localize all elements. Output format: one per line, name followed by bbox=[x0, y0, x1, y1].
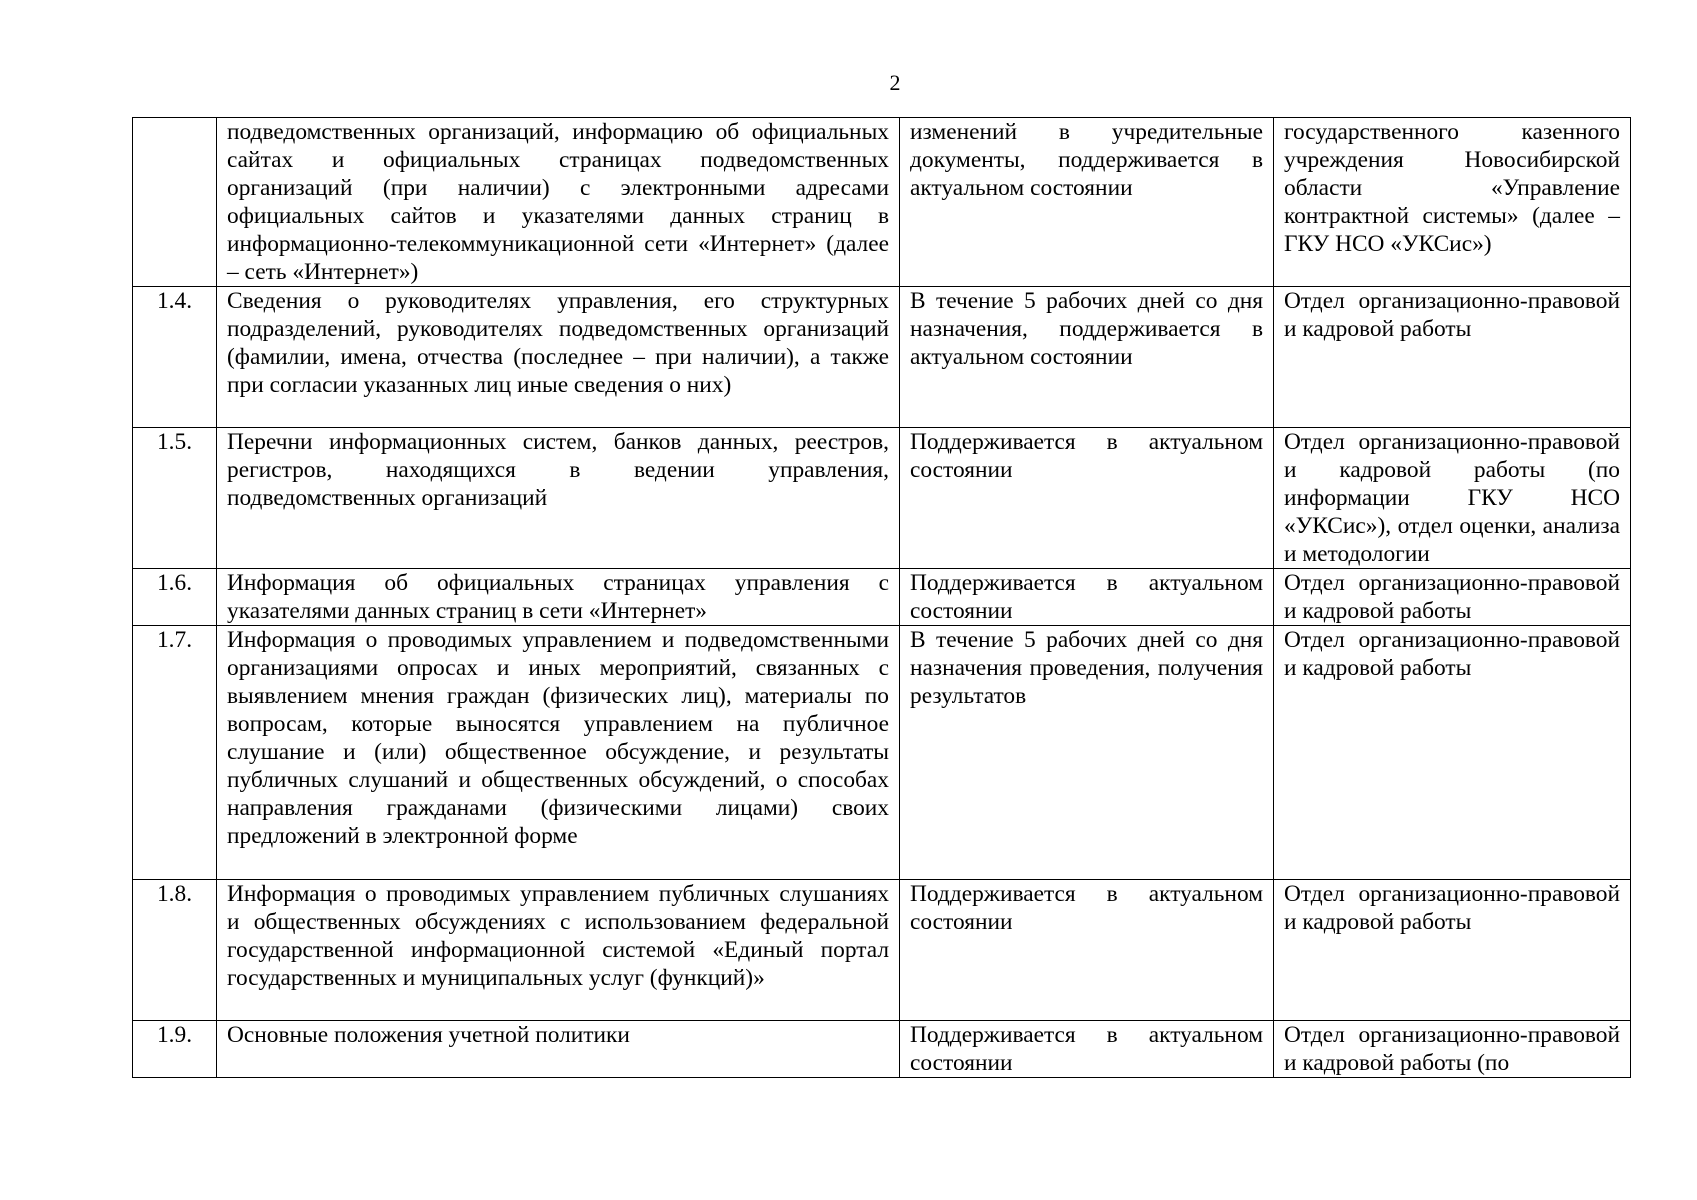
period-cell: В течение 5 рабочих дней со дня назначения, поддерживается в актуальном состоянии bbox=[900, 287, 1274, 428]
table-row bbox=[133, 428, 1631, 569]
document-table bbox=[132, 117, 1631, 1078]
row-number: 1.7. bbox=[133, 626, 217, 880]
table-row bbox=[133, 118, 1631, 287]
info-cell: Перечни информационных систем, банков данных, реестров, регистров, находящихся в ведении управления, подведомственных организаций bbox=[217, 428, 900, 569]
responsible-cell: Отдел организационно-правовой и кадровой работы bbox=[1274, 569, 1631, 626]
row-number bbox=[133, 118, 217, 287]
info-cell: подведомственных организаций, информацию об официальных сайтах и официальных страницах подведомственных организаций (при наличии) с электронными адресами официальных сайтов и указателями данных страниц в информационно-телекоммуникационной сети «Интернет» (далее – сеть «Интернет») bbox=[217, 118, 900, 287]
table-row bbox=[133, 1021, 1631, 1078]
responsible-cell: Отдел организационно-правовой и кадровой работы bbox=[1274, 626, 1631, 880]
period-cell: Поддерживается в актуальном состоянии bbox=[900, 880, 1274, 1021]
responsible-cell: Отдел организационно-правовой и кадровой работы (по информации ГКУ НСО «УКСис»), отдел оценки, анализа и методологии bbox=[1274, 428, 1631, 569]
page-number: 2 bbox=[889, 70, 901, 95]
info-cell: Информация об официальных страницах управления с указателями данных страниц в сети «Интернет» bbox=[217, 569, 900, 626]
row-number: 1.5. bbox=[133, 428, 217, 569]
period-cell: Поддерживается в актуальном состоянии bbox=[900, 1021, 1274, 1078]
info-cell: Основные положения учетной политики bbox=[217, 1021, 900, 1078]
table-row bbox=[133, 569, 1631, 626]
info-cell: Информация о проводимых управлением публичных слушаниях и общественных обсуждениях с использованием федеральной государственной информационной системой «Единый портал государственных и муниципальных услуг (функций)» bbox=[217, 880, 900, 1021]
row-number: 1.8. bbox=[133, 880, 217, 1021]
period-cell: Поддерживается в актуальном состоянии bbox=[900, 569, 1274, 626]
period-cell: В течение 5 рабочих дней со дня назначения проведения, получения результатов bbox=[900, 626, 1274, 880]
table-row bbox=[133, 626, 1631, 880]
responsible-cell: Отдел организационно-правовой и кадровой работы bbox=[1274, 880, 1631, 1021]
info-cell: Информация о проводимых управлением и подведомственными организациями опросах и иных мероприятий, связанных с выявлением мнения граждан (физических лиц), материалы по вопросам, которые выносятся управлением на публичное слушание и (или) общественное обсуждение, и результаты публичных слушаний и общественных обсуждений, о способах направления гражданами (физическими лицами) своих предложений в электронной форме bbox=[217, 626, 900, 880]
table-row bbox=[133, 880, 1631, 1021]
responsible-cell: государственного казенного учреждения Новосибирской области «Управление контрактной системы» (далее – ГКУ НСО «УКСис») bbox=[1274, 118, 1631, 287]
row-number: 1.4. bbox=[133, 287, 217, 428]
info-cell: Сведения о руководителях управления, его структурных подразделений, руководителях подведомственных организаций (фамилии, имена, отчества (последнее – при наличии), а также при согласии указанных лиц иные сведения о них) bbox=[217, 287, 900, 428]
responsible-cell: Отдел организационно-правовой и кадровой работы bbox=[1274, 287, 1631, 428]
period-cell: Поддерживается в актуальном состоянии bbox=[900, 428, 1274, 569]
period-cell: изменений в учредительные документы, поддерживается в актуальном состоянии bbox=[900, 118, 1274, 287]
row-number: 1.9. bbox=[133, 1021, 217, 1078]
responsible-cell: Отдел организационно-правовой и кадровой работы (по bbox=[1274, 1021, 1631, 1078]
row-number: 1.6. bbox=[133, 569, 217, 626]
table-row bbox=[133, 287, 1631, 428]
